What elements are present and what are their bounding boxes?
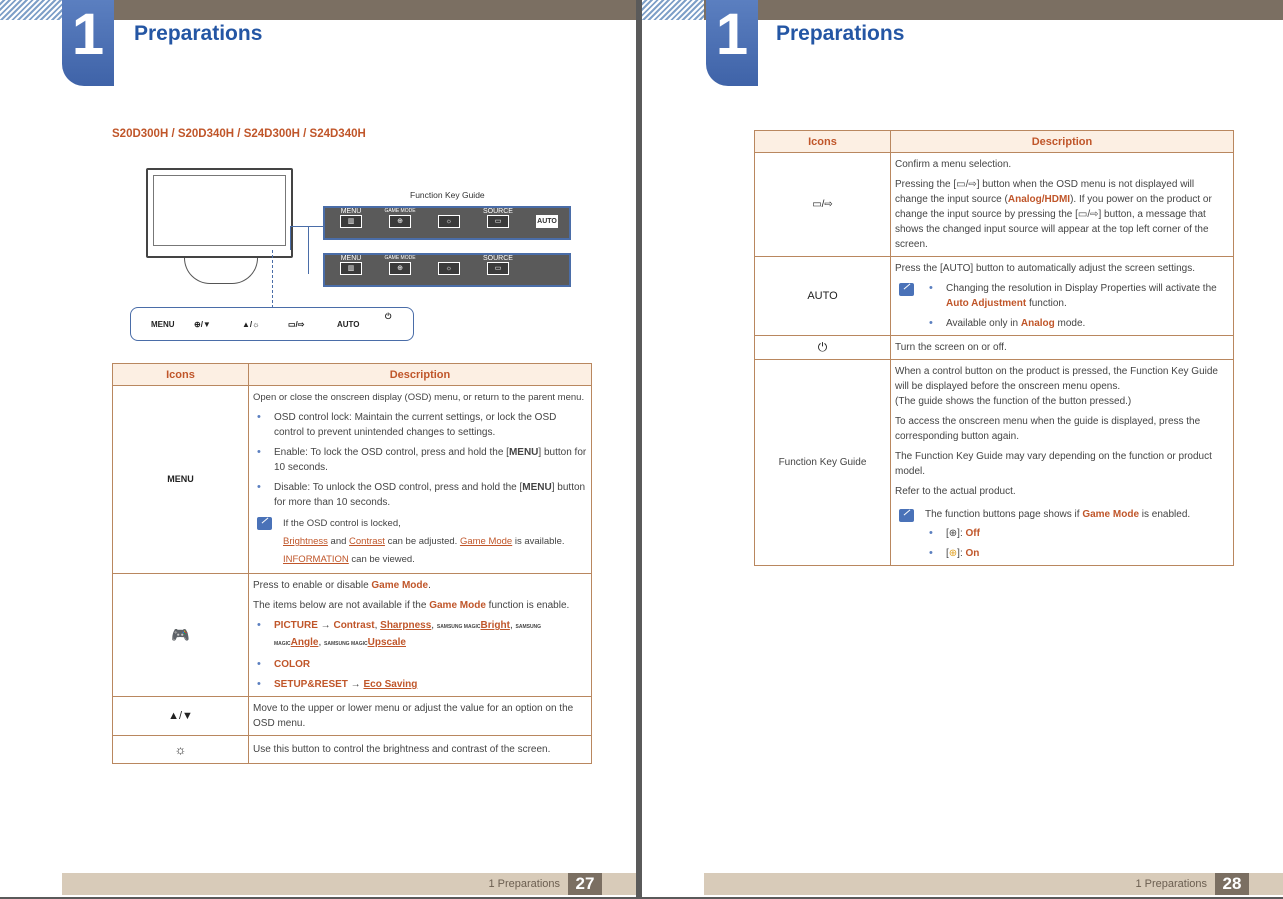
table-row: MENU Open or close the onscreen display (OSD) menu, or return to the parent menu. • OSD control lock: Maintain the current settings, or lock the OSD control to prevent unintended changes to settings. • Enable: To lock the OSD control, press and hold the [MENU] button for 10 seconds. • Disable: To unlock the OSD control, press and hold the [MENU] button for more than 10 seconds. If the OSD control is locked, Brightness and Contrast can be adjusted. Game Mode is available. INFORMATION can be viewed. (113, 386, 592, 574)
panel-source-label: ▭/⇨ (288, 320, 305, 329)
model-list: S20D300H / S20D340H / S24D300H / S24D340H (112, 128, 366, 140)
col-icons: Icons (755, 131, 891, 153)
footer-label: 1 Preparations (1135, 878, 1207, 890)
source-icon: ▭/⇨ (755, 153, 891, 257)
icons-table-2 (754, 130, 1234, 566)
menu-key-icon: ▥ (340, 215, 362, 228)
panel-game-label: ⊕/▼ (194, 320, 211, 329)
brightness-key-icon: ☼ (438, 262, 460, 275)
connector-line (272, 250, 273, 308)
note-icon (899, 509, 914, 522)
panel-auto-label: AUTO (337, 320, 360, 329)
chapter-number: 1 (62, 0, 114, 86)
connector-line (308, 226, 309, 274)
gamepad-icon: 🎮 (113, 574, 249, 697)
hatch-decoration (0, 0, 62, 20)
chapter-number: 1 (706, 0, 758, 86)
table-row: ⏻ Turn the screen on or off. (755, 336, 1234, 360)
brightness-icon: ☼ (113, 736, 249, 764)
power-icon: ⏻ (755, 336, 891, 360)
panel-menu-label: MENU (151, 320, 175, 329)
control-panel-illustration (130, 307, 414, 341)
note-icon (899, 283, 914, 296)
page-number: 28 (1215, 873, 1249, 895)
hatch-decoration (642, 0, 704, 20)
page-number: 27 (568, 873, 602, 895)
function-key-guide-title: Function Key Guide (410, 190, 485, 200)
table-row: Function Key Guide When a control button on the product is pressed, the Function Key Guide will be displayed before the onscreen menu opens. (The guide shows the function of the button pressed.) To access the onscreen menu when the guide is displayed, press the corresponding button again. The Function Key Guide may vary depending on the function or product model. Refer to the actual product. The function buttons page shows if Game Mode is enabled. • [⊕]: Off • [⊕]: On (755, 360, 1234, 566)
function-key-guide-label: Function Key Guide (755, 360, 891, 566)
function-key-bar-1: MENU ▥ GAME MODE ⊕ ☼ SOURCE ▭ AUTO (323, 206, 571, 240)
table-row: ▲/▼ Move to the upper or lower menu or adjust the value for an option on the OSD menu. (113, 697, 592, 736)
auto-icon: AUTO (755, 257, 891, 336)
footer (704, 873, 1283, 895)
col-description: Description (891, 131, 1234, 153)
menu-icon: MENU (113, 386, 249, 574)
source-key-icon: ▭ (487, 215, 509, 228)
table-row: ▭/⇨ Confirm a menu selection. Pressing the [▭/⇨] button when the OSD menu is not displayed will change the input source (Analog/HDMI). If you power on the product or change the input source by pressing the [▭/⇨] button, a message that shows the changed input source will appear at the top left corner of the screen. (755, 153, 1234, 257)
monitor-illustration (146, 168, 293, 258)
panel-power-icon: ⏻ (385, 312, 392, 321)
icons-table-1 (112, 363, 592, 764)
auto-key: AUTO (536, 215, 558, 228)
page-28 (642, 0, 1283, 897)
chapter-title: Preparations (776, 22, 905, 45)
up-down-icon: ▲/▼ (113, 697, 249, 736)
game-on-icon: ⊕ (948, 548, 958, 559)
monitor-stand (184, 258, 258, 284)
game-off-icon: ⊕ (948, 528, 958, 539)
footer (62, 873, 636, 895)
game-key-icon: ⊕ (389, 262, 411, 275)
game-key-icon: ⊕ (389, 215, 411, 228)
menu-key-icon: ▥ (340, 262, 362, 275)
table-row: AUTO Press the [AUTO] button to automatically adjust the screen settings. • Changing the resolution in Display Properties will activate the Auto Adjustment function. • Available only in Analog mode. (755, 257, 1234, 336)
footer-label: 1 Preparations (488, 878, 560, 890)
table-row: ☼ Use this button to control the brightness and contrast of the screen. (113, 736, 592, 764)
function-key-bar-2: MENU ▥ GAME MODE ⊕ ☼ SOURCE ▭ (323, 253, 571, 287)
col-icons: Icons (113, 364, 249, 386)
table-row: 🎮 Press to enable or disable Game Mode. The items below are not available if the Game Mode function is enable. • PICTURE → Contrast, Sharpness, SAMSUNG MAGICBright, SAMSUNG MAGICAngle, SAMSUNG MAGICUpscale • COLOR • SETUP&RESET → Eco Saving (113, 574, 592, 697)
brightness-key-icon: ☼ (438, 215, 460, 228)
chapter-title: Preparations (134, 22, 263, 45)
source-key-icon: ▭ (487, 262, 509, 275)
page-27 (0, 0, 636, 897)
note-icon (257, 517, 272, 530)
col-description: Description (249, 364, 592, 386)
panel-up-label: ▲/☼ (242, 320, 260, 329)
